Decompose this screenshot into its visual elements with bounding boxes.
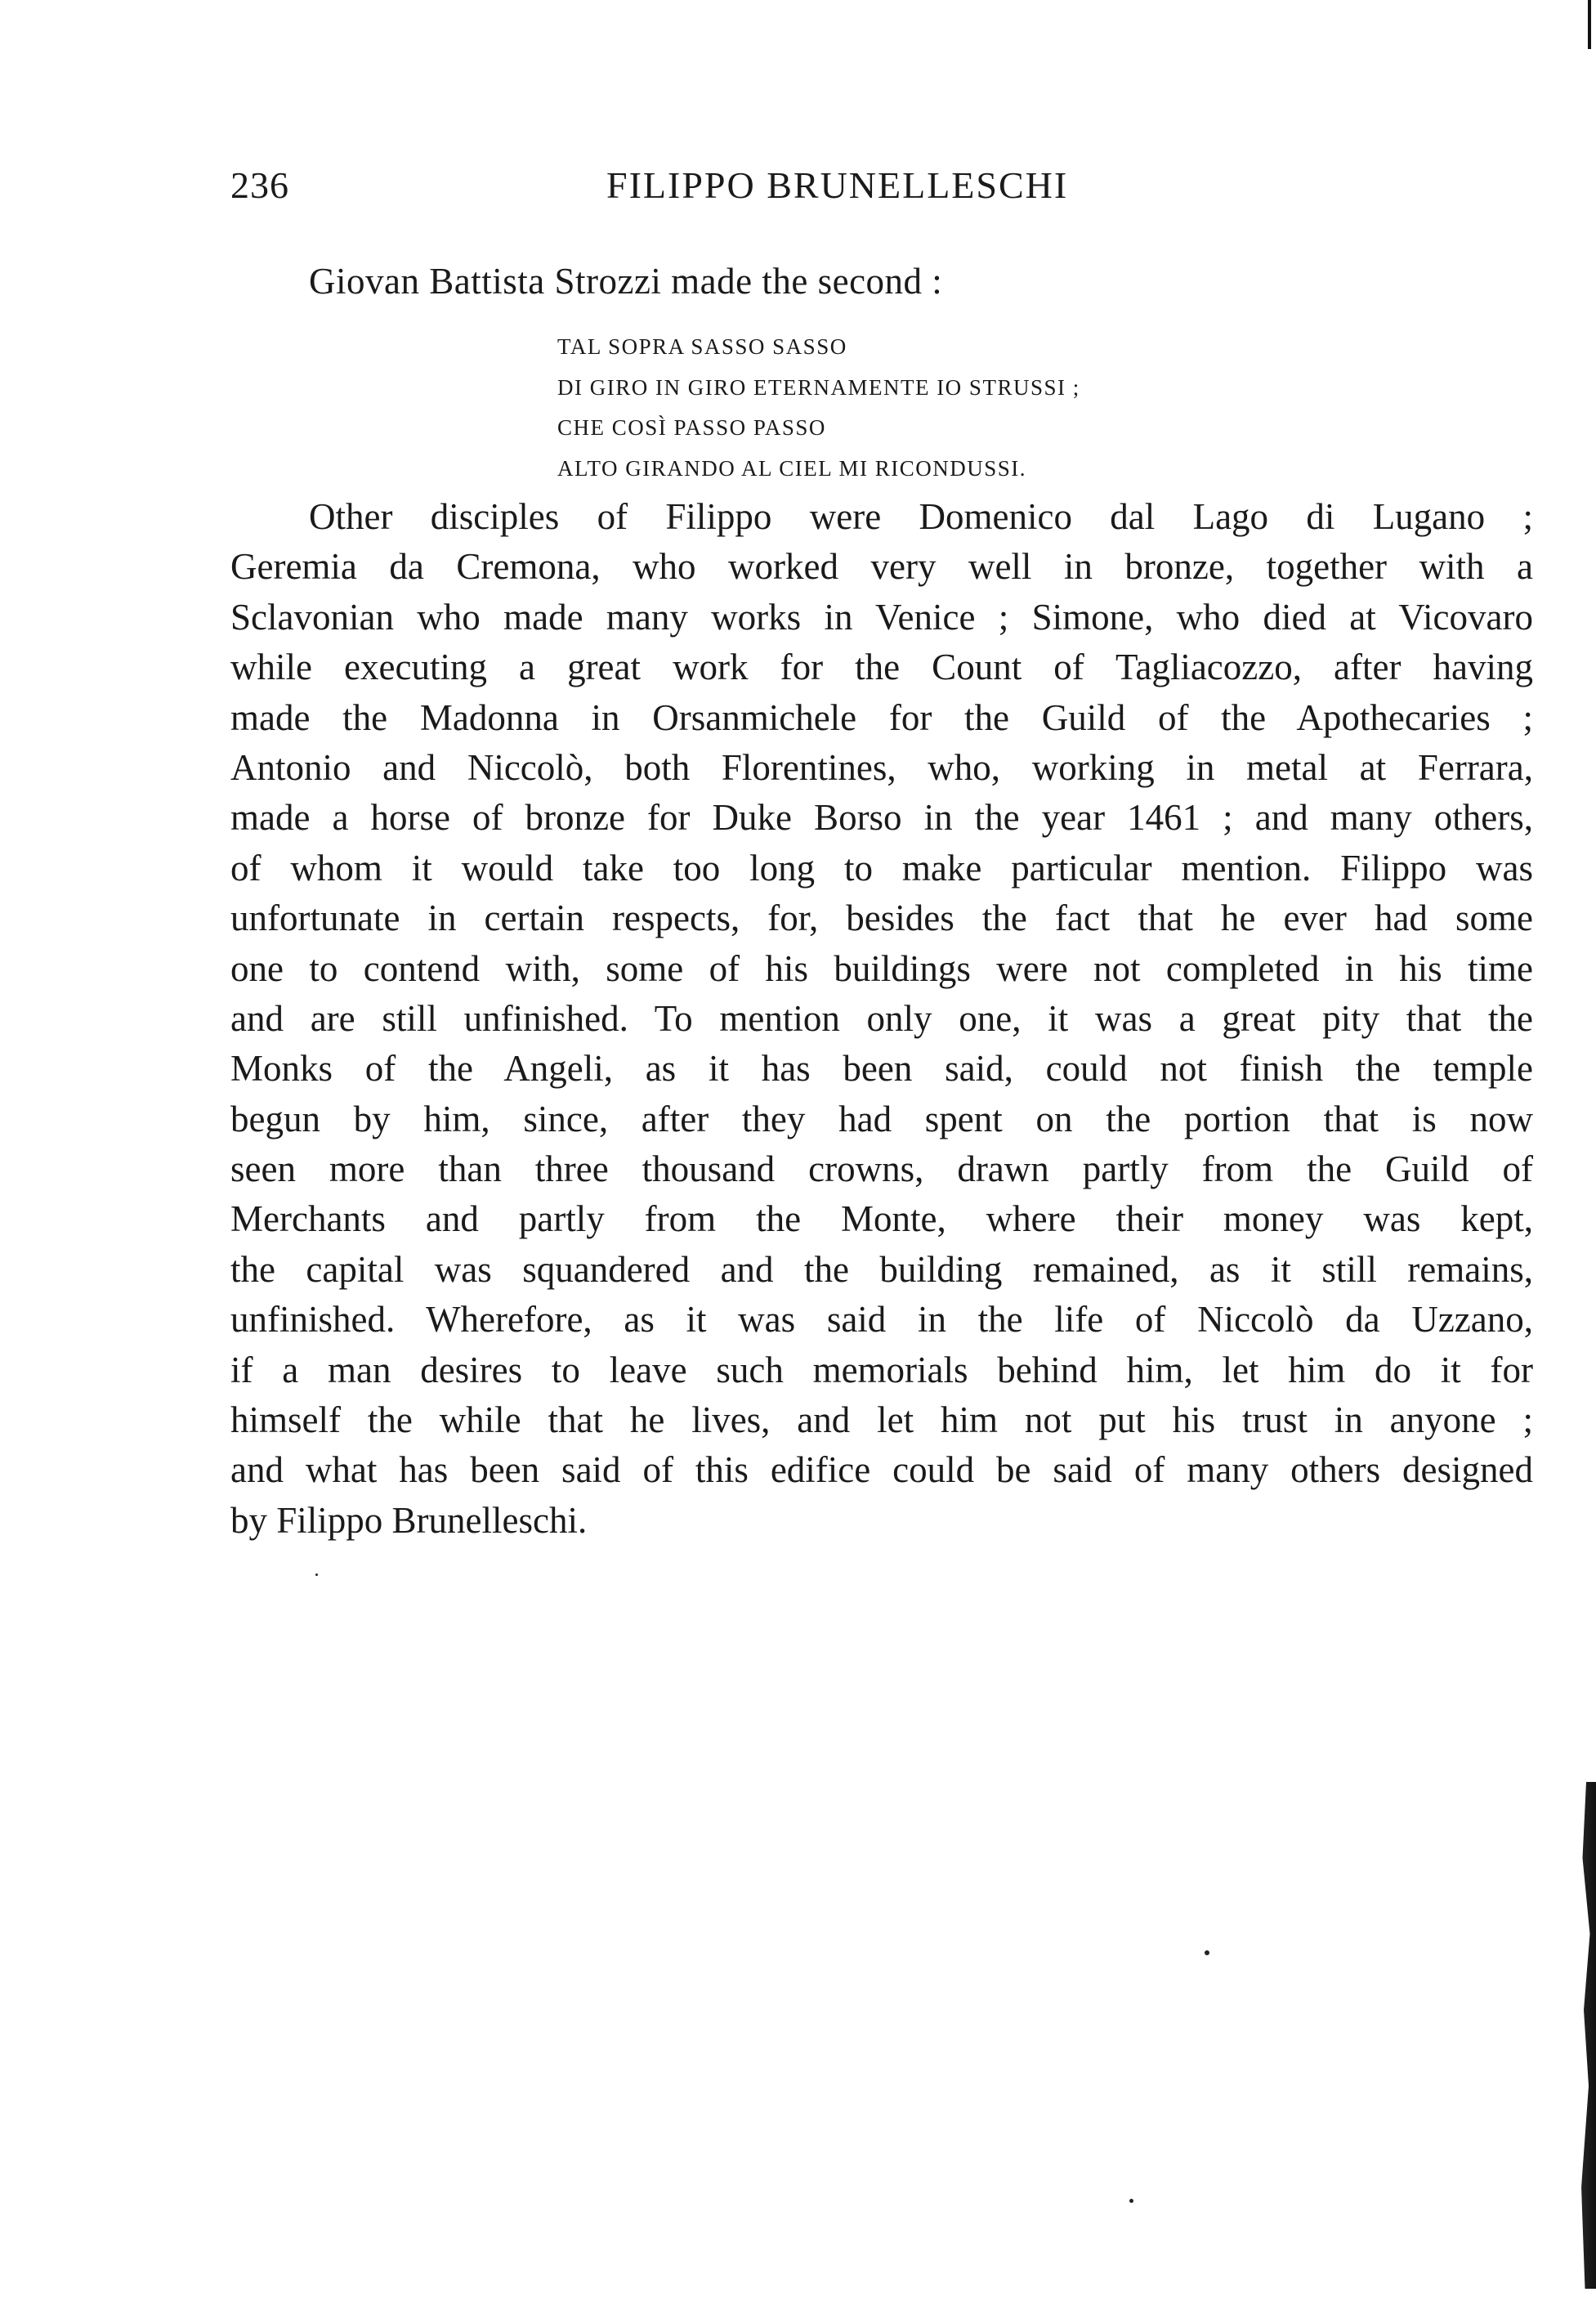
body-line: the capital was squandered and the building remained, as it still remains, [230, 1248, 1533, 1290]
body-line: by Filippo Brunelleschi. [230, 1499, 588, 1541]
verse-line: DI GIRO IN GIRO ETERNAMENTE IO STRUSSI ; [557, 374, 1080, 400]
verse-introduction: Giovan Battista Strozzi made the second : [309, 261, 943, 302]
body-line: unfinished. Wherefore, as it was said in the life of Niccolò da Uzzano, [230, 1299, 1533, 1341]
body-line: Merchants and partly from the Monte, where their money was kept, [230, 1198, 1533, 1240]
body-line: Geremia da Cremona, who worked very well in bronze, together with a [230, 546, 1533, 588]
body-line: if a man desires to leave such memorials behind him, let him do it for [230, 1349, 1533, 1390]
body-line: Other disciples of Filippo were Domenico dal Lago di Lugano ; [309, 496, 1533, 537]
verse-line: TAL SOPRA SASSO SASSO [557, 334, 847, 359]
body-line: himself the while that he lives, and let him not put his trust in anyone ; [230, 1399, 1533, 1441]
scan-speck [1129, 2199, 1133, 2203]
page-number: 236 [230, 164, 289, 206]
scan-edge-shadow [1571, 1782, 1596, 2289]
body-line: Antonio and Niccolò, both Florentines, who, working in metal at Ferrara, [230, 746, 1533, 788]
body-paragraph [230, 492, 1533, 1546]
body-line: unfortunate in certain respects, for, besides the fact that he ever had some [230, 898, 1533, 939]
scan-speck [1205, 1950, 1209, 1955]
running-title: FILIPPO BRUNELLESCHI [606, 164, 1069, 206]
body-line: Monks of the Angeli, as it has been said, could not finish the temple [230, 1048, 1533, 1090]
body-line: begun by him, since, after they had spent on the portion that is now [230, 1098, 1533, 1139]
scan-speck [315, 1574, 318, 1576]
body-line: one to contend with, some of his buildings were not completed in his time [230, 947, 1533, 989]
body-line: seen more than three thousand crowns, drawn partly from the Guild of [230, 1148, 1533, 1190]
verse-line: CHE COSÌ PASSO PASSO [557, 415, 826, 440]
scan-edge-mark [1588, 0, 1591, 49]
verse-line: ALTO GIRANDO AL CIEL MI RICONDUSSI. [557, 455, 1027, 481]
body-line: made a horse of bronze for Duke Borso in the year 1461 ; and many others, [230, 797, 1533, 839]
page-header [230, 163, 1538, 229]
body-line: Sclavonian who made many works in Venice ; Simone, who died at Vicovaro [230, 596, 1533, 638]
body-line: and what has been said of this edifice could be said of many others designed [230, 1449, 1533, 1491]
body-line: of whom it would take too long to make particular mention. Filippo was [230, 847, 1533, 889]
body-line: while executing a great work for the Count of Tagliacozzo, after having [230, 647, 1533, 688]
body-line: and are still unfinished. To mention only one, it was a great pity that the [230, 997, 1533, 1039]
body-line: made the Madonna in Orsanmichele for the Guild of the Apothecaries ; [230, 696, 1533, 738]
verse-block [557, 327, 1293, 489]
